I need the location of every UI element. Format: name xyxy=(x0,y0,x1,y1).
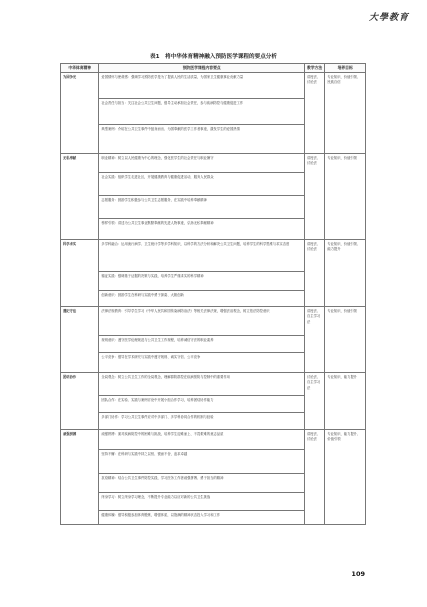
header-spirit: 中华体育精神 xyxy=(61,64,99,73)
table-row xyxy=(61,307,366,336)
spirit-cell: 无私奉献 xyxy=(61,154,99,240)
point-cell: 爱国情怀与使命感：强调学习预防医学是为了提高人民的生活质量，为国家卫生健康事业贡献力量 xyxy=(99,73,305,99)
method-cell: 讲授法、讨论法 xyxy=(304,430,324,525)
point-cell: 社会责任与担当：关注社会公共卫生问题，倡导主动承担社会责任，参与疾病防控与健康促进工作 xyxy=(99,99,305,125)
goal-cell: 专业知识、价值引领、能力提升 xyxy=(325,240,366,307)
goal-cell: 专业知识、价值引领 xyxy=(325,307,366,373)
spirit-cell: 团结协作 xyxy=(61,373,99,430)
point-cell: 公平竞争：倡导在学术研究与实践中遵守规则、诚实守信、公平竞争 xyxy=(99,353,305,373)
goal-cell: 专业知识、能力提升、价值引领 xyxy=(325,430,366,525)
goal-cell: 专业知识、能力提升 xyxy=(325,373,366,430)
course-points-table xyxy=(60,63,366,525)
method-cell: 讲授法、自主学习法 xyxy=(304,307,324,373)
point-cell: 健康体魄：倡导积极参加体育锻炼，增强体质，以饱满的精神状态投入学习和工作 xyxy=(99,511,305,525)
point-cell: 职业精神：树立以人民健康为中心的理念，强化医学生的社会责任与职业操守 xyxy=(99,154,305,173)
point-cell: 志愿服务：鼓励学生积极参与公共卫生志愿服务，在实践中培养奉献精神 xyxy=(99,196,305,219)
table-header-row xyxy=(61,64,366,73)
point-cell: 团队合作：在实验、实践与案例讨论中开展小组合作学习，培养团结协作能力 xyxy=(99,396,305,413)
point-cell: 坚持不懈：在科研与实践中持之以恒、锲而不舍，追求卓越 xyxy=(99,450,305,474)
method-cell: 讲授法、讨论法 xyxy=(304,240,324,307)
point-cell: 榜样引领：讲述为公共卫生事业默默奉献的先进人物事迹，弘扬无私奉献精神 xyxy=(99,219,305,240)
method-cell: 讲授法、讨论法 xyxy=(304,154,324,240)
point-cell: 顽强拼搏：面对疾病防控中的困难与挑战，培养学生迎难而上、不畏艰难的意志品质 xyxy=(99,430,305,450)
goal-cell: 专业知识、价值引领、民族自信 xyxy=(325,73,366,154)
point-cell: 抗疫精神：结合公共卫生事件防控实践，学习医务工作者顽强拼搏、勇于担当的精神 xyxy=(99,474,305,493)
header-method: 教学方法 xyxy=(304,64,324,73)
point-cell: 典型案例：介绍在公共卫生事件中挺身而出、为国奉献的医学工作者事迹，激发学生的爱国热情 xyxy=(99,125,305,154)
header-goal: 培养目标 xyxy=(325,64,366,73)
point-cell: 多部门协作：学习公共卫生事件应对中多部门、多学科协同合作的机制与经验 xyxy=(99,413,305,430)
goal-cell: 专业知识、价值引领 xyxy=(325,154,366,240)
table-title: 表1 将中华体育精神融入预防医学课程的要点分析 xyxy=(150,54,277,60)
point-cell: 循证实践：强调基于证据的决策与实践，培养学生严谨求实的科学精神 xyxy=(99,272,305,291)
masthead: 大學教育 xyxy=(368,13,409,23)
table-row xyxy=(61,240,366,272)
page-number: 109 xyxy=(351,570,365,578)
table-row xyxy=(61,73,366,99)
table-row xyxy=(61,154,366,173)
point-cell: 创新意识：鼓励学生在科研与实践中勇于探索、大胆创新 xyxy=(99,291,305,307)
spirit-cell: 科学求实 xyxy=(61,240,99,307)
method-cell: 讨论法、自主学习法 xyxy=(304,373,324,430)
point-cell: 规则意识：遵守医学伦理规范与公共卫生工作规程，培养诚信守法的职业素养 xyxy=(99,336,305,353)
method-cell: 讲授法、讨论法 xyxy=(304,73,324,154)
spirit-cell: 顽强拼搏 xyxy=(61,430,99,525)
point-cell: 法律法规教育：引导学生学习《中华人民共和国传染病防治法》等相关法律法规，增强法治观念，树立依法防控意识 xyxy=(99,307,305,336)
header-points: 预防医学课程内容要点 xyxy=(99,64,305,73)
table-row xyxy=(61,373,366,396)
table-row xyxy=(61,430,366,450)
point-cell: 社会实践：组织学生走进社区，开展健康教育与健康促进活动，服务人民群众 xyxy=(99,173,305,196)
point-cell: 全局观念：树立公共卫生工作的全局观念，理解群防群控在疾病预防与控制中的重要作用 xyxy=(99,373,305,396)
spirit-cell: 遵纪守法 xyxy=(61,307,99,373)
point-cell: 终身学习：树立终身学习理念，不断提升专业能力以应对新的公共卫生挑战 xyxy=(99,493,305,511)
spirit-cell: 为国争光 xyxy=(61,73,99,154)
point-cell: 多学科融合：运用流行病学、卫生统计学等多学科知识，以科学的方法分析和解决公共卫生问题，培养学生的科学思维与求实态度 xyxy=(99,240,305,272)
